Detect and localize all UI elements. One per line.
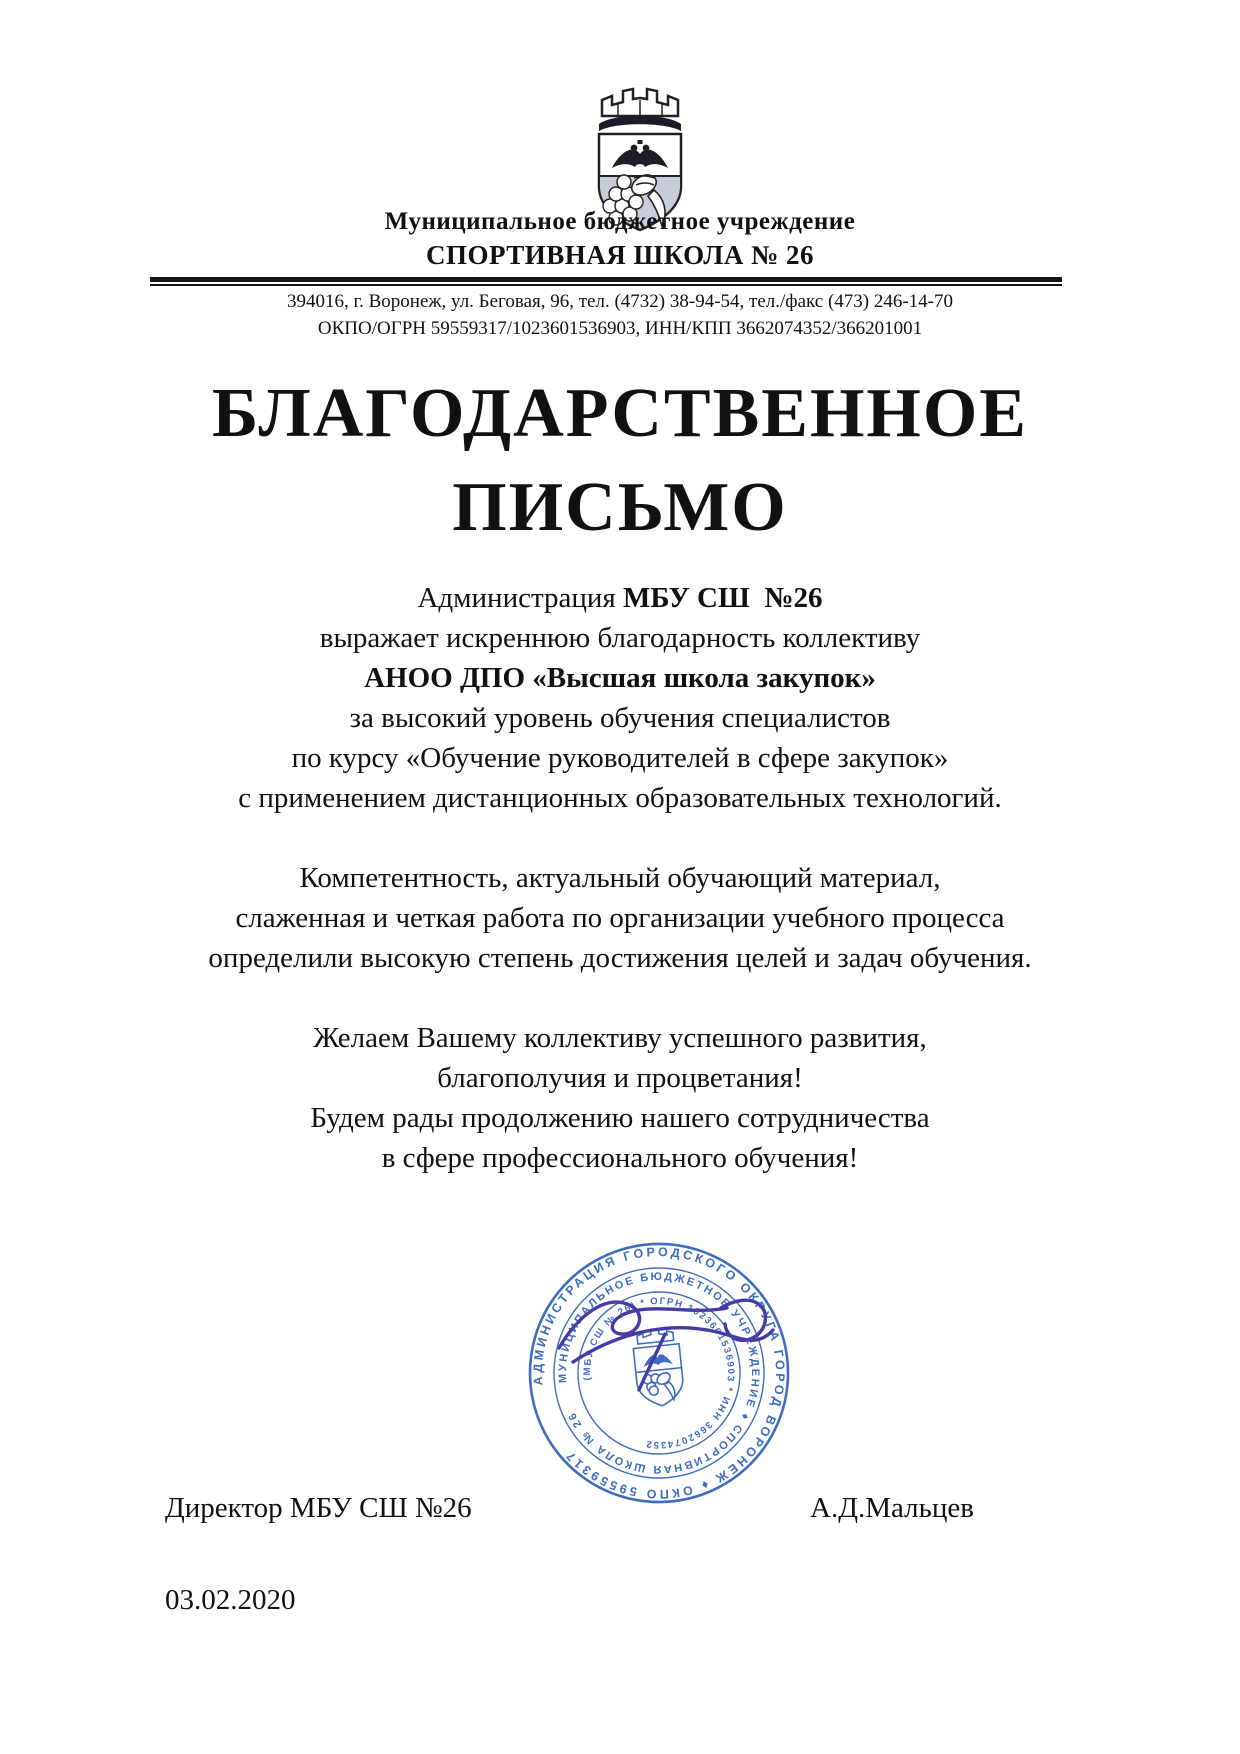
stamp-inner-text-ring: (МБУ СШ № 26) * ОГРН 1023601536903 * ИНН 3662074352 bbox=[581, 1295, 737, 1451]
letter-title-line1: БЛАГОДАРСТВЕННОЕ bbox=[212, 375, 1028, 452]
rule-thick-line bbox=[150, 277, 1062, 282]
org-name: СПОРТИВНАЯ ШКОЛА № 26 bbox=[425, 240, 815, 270]
recipient-org-bold: АНОО ДПО «Высшая школа закупок» bbox=[364, 662, 876, 694]
signature-scribble bbox=[545, 1272, 795, 1402]
paragraph-2 bbox=[0, 858, 1240, 978]
body-line: с применением дистанционных образовательных технологий. bbox=[238, 782, 1002, 814]
body-line: выражает искреннюю благодарность коллективу bbox=[319, 622, 921, 654]
stamp-middle-text-ring: МУНИЦИПАЛЬНОЕ БЮДЖЕТНОЕ УЧРЕЖДЕНИЕ ♦ СПОРТИВНАЯ ШКОЛА № 26 bbox=[556, 1270, 762, 1476]
paragraph-1 bbox=[0, 578, 1240, 818]
letterhead-rule bbox=[150, 277, 1062, 286]
body-line bbox=[0, 578, 1240, 618]
intro-text: Администрация bbox=[417, 582, 623, 614]
body-line: Будем рады продолжению нашего сотрудничества bbox=[310, 1102, 930, 1134]
body-line: Желаем Вашему коллективу успешного развития, bbox=[313, 1022, 927, 1054]
org-codes: ОКПО/ОГРН 59559317/1023601536903, ИНН/КПП 3662074352/366201001 bbox=[317, 318, 923, 339]
letter-title-line2: ПИСЬМО bbox=[452, 469, 788, 546]
body-line: по курсу «Обучение руководителей в сфере закупок» bbox=[291, 742, 949, 774]
body-line: Компетентность, актуальный обучающий материал, bbox=[299, 862, 941, 894]
paragraph-3 bbox=[0, 1018, 1240, 1178]
body-line: благополучия и процветания! bbox=[437, 1062, 803, 1094]
body-line: в сфере профессионального обучения! bbox=[381, 1142, 859, 1174]
org-address: 394016, г. Воронеж, ул. Беговая, 96, тел. (4732) 38-94-54, тел./факс (473) 246-14-70 bbox=[286, 291, 954, 312]
org-type: Муниципальное бюджетное учреждение bbox=[384, 208, 856, 235]
body-line: определили высокую степень достижения целей и задач обучения. bbox=[208, 942, 1032, 974]
rule-thin-line bbox=[150, 284, 1062, 286]
director-title: Директор МБУ СШ №26 bbox=[165, 1492, 472, 1524]
director-name: А.Д.Мальцев bbox=[810, 1492, 974, 1524]
stamp-outer-text-ring: АДМИНИСТРАЦИЯ ГОРОДСКОГО ОКРУГА ГОРОД ВОРОНЕЖ ♦ ОКПО 59559317 bbox=[530, 1244, 788, 1502]
mural-crown bbox=[599, 89, 681, 131]
body-line: слаженная и четкая работа по организации учебного процесса bbox=[235, 902, 1005, 934]
body-line: за высокий уровень обучения специалистов bbox=[349, 702, 891, 734]
sender-org-bold: МБУ СШ №26 bbox=[623, 582, 823, 614]
letter-date: 03.02.2020 bbox=[165, 1584, 296, 1616]
letter-body bbox=[0, 578, 1240, 1218]
